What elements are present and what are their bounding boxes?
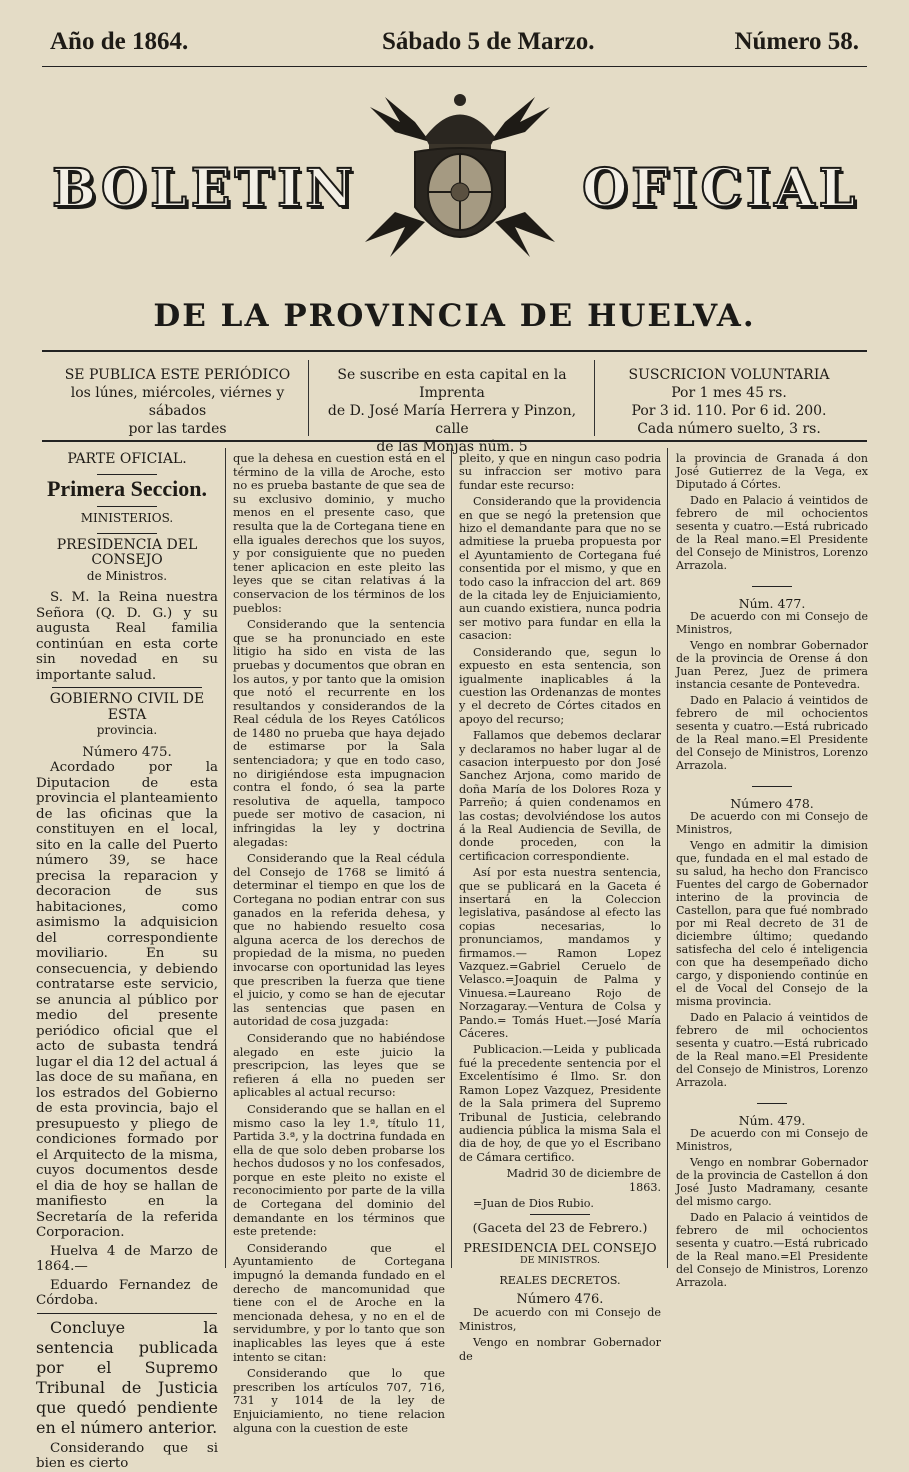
- info-rule: [42, 440, 867, 442]
- decreto-text: Vengo en nombrar Gobernador de: [459, 1336, 661, 1363]
- sentencia-paragraph: Considerando que se hallan en el mismo caso la ley 1.ª, título 11, Partida 3.ª, y la doctrina fundada en ella de que solo deben probarse los hechos dudosos y no los confesados, porque en este pleito no existe el reconocimiento por parte de la villa de Cortegana del dominio del demandante en los términos que este pretende:: [233, 1101, 445, 1239]
- divider: [530, 1214, 590, 1215]
- decreto-text: De acuerdo con mi Consejo de Ministros,: [676, 1127, 868, 1153]
- column-4: [676, 452, 868, 1289]
- presidencia-heading: PRESIDENCIA DEL CONSEJO: [56, 536, 198, 568]
- sentencia-date: Madrid 30 de diciembre de 1863.: [506, 1167, 661, 1194]
- gaceta-note: (Gaceta del 23 de Febrero.): [472, 1220, 648, 1236]
- sentencia-paragraph: Así por esta nuestra sentencia, que se publicará en la Gaceta é insertará en la Coleccion legislativa, pasándose al efecto las copias necesarias, lo pronunciamos, mandamos y firmamos.— Ramon Lopez Vazquez.=Gabriel Ceruelo de Velasco.=Joaquin de Palma y Vinuesa.=Laureano Rojo de Norzagaray.—Ventura de Colsa y Pando.= Tomás Huet.—José María Cáceres.: [459, 866, 661, 1041]
- numero-479: Núm. 479.: [738, 1113, 806, 1128]
- decreto-text: De acuerdo con mi Consejo de Ministros,: [676, 610, 868, 636]
- parte-oficial-heading: PARTE OFICIAL.: [67, 451, 187, 467]
- column-divider: [667, 448, 668, 1268]
- decreto-text: Vengo en admitir la dimision que, fundada en el mal estado de su salud, ha hecho don Francisco Fuentes del cargo de Gobernador interino de la provincia de Castellon, para que fué nombrado por mi Real decreto de 31 de diciembre último; quedando satisfecha del celo é inteligencia con que ha desempeñado dicho cargo, y disponiendo continúe en el de Vocal del Consejo de la misma provincia.: [676, 839, 868, 1008]
- column-divider: [225, 448, 226, 1268]
- decreto-text: la provincia de Granada á don José Gutierrez de la Vega, ex Diputado á Córtes.: [676, 452, 868, 491]
- decreto-text: Dado en Palacio á veintidos de febrero de mil ochocientos sesenta y cuatro.—Está rubricado de la Real mano.=El Presidente del Consejo de Ministros, Lorenzo Arrazola.: [676, 1211, 868, 1289]
- gobierno-subheading: provincia.: [96, 723, 158, 737]
- divider: [752, 586, 792, 587]
- info-subscription-line: Se suscribe en esta capital en la Imprenta: [337, 367, 567, 401]
- decreto-text: De acuerdo con mi Consejo de Ministros,: [676, 810, 868, 836]
- sentencia-paragraph: Considerando que la sentencia que se ha pronunciado en este litigio ha sido en vista de las pruebas y documentos que obran en los autos, y por tanto que la omision que notó el recurrente en los resultandos y considerandos de la Real cédula de los Reyes Católicos de 1480 no prueba que haya dejado de estimarse por la Sala sentenciadora; y que en todo caso, no dirigiéndose esta impugnacion contra el fondo, ó sea la parte resolutiva de aquella, tampoco puede ser motivo de casacion, ni infringidas la ley y doctrina alegadas:: [233, 617, 445, 849]
- year-label: Año de 1864.: [50, 28, 189, 55]
- sentencia-paragraph: Considerando que la providencia en que se negó la pretension que hizo el demandante para que no se admitiese la prueba propuesta por el Ayuntamiento de Cortegana fué consentida por el mismo, y que en todo caso la infraccion del art. 869 de la citada ley de Enjuiciamiento, aun cuando existiera, nunca podria ser motivo para fundar en ella la casacion:: [459, 495, 661, 643]
- info-prices-line: SUSCRICION VOLUNTARIA: [628, 367, 830, 383]
- signature-date: Huelva 4 de Marzo de 1864.—: [36, 1243, 218, 1274]
- sentencia-paragraph: que la dehesa en cuestion está en el término de la villa de Aroche, esto no es prueba bastante de que sea de su exclusivo dominio, y mucho menos en el presente caso, que resulta que la de Cortegana tiene en ella iguales derechos que los suyos, y por consiguiente que no pueden tener aplicacion en este pleito las leyes que se citan relativas á la conservacion de los términos de los pueblos:: [233, 451, 445, 615]
- acuerdo-paragraph: Acordado por la Diputacion de esta provincia el planteamiento de las oficinas que la constituyen en el local, sito en la calle del Puerto número 39, se hace precisa la reparacion y decoracion de sus habitaciones, como asimismo la adquisicion del correspondiente moviliario. En su consecuencia, y debiendo contratarse este servicio, se anuncia al público por medio del presente periódico oficial que el acto de subasta tendrá lugar el dia 12 del actual á las doce de su mañana, en los estrados del Gobierno de esta provincia, bajo el presupuesto y pliego de condiciones formado por el Arquitecto de la misma, cuyos documentos desde el dia de hoy se hallan de manifiesto en la Secretaría de la referida Corporacion.: [36, 760, 219, 1240]
- column-3: [459, 452, 661, 1363]
- decreto-text: Vengo en nombrar Gobernador de la provincia de Orense á don Juan Perez, Juez de primera instancia cesante de Pontevedra.: [676, 639, 868, 691]
- divider: [97, 533, 157, 534]
- ministerios-heading: MINISTERIOS.: [80, 511, 174, 525]
- sentencia-signature: =Juan de Dios Rubio.: [473, 1196, 594, 1210]
- info-publication-line: por las tardes: [128, 421, 227, 437]
- presidencia-subheading: de Ministros.: [86, 568, 168, 583]
- signature-name: Eduardo Fernandez de Córdoba.: [36, 1277, 218, 1308]
- sentencia-paragraph: Considerando que el Ayuntamiento de Cortegana impugnó la demanda fundado en el derecho de mancomunidad que tiene con el de Aroche en la mencionada dehesa, y no en el de servidumbre, y por lo tanto que son inaplicables las leyes que á este intento se citan:: [233, 1240, 445, 1364]
- top-rule: [42, 66, 867, 67]
- subtitle-rule: [42, 350, 867, 352]
- primera-seccion-heading: Primera Seccion.: [46, 475, 208, 501]
- divider: [752, 786, 792, 787]
- column-divider: [451, 448, 452, 1268]
- numero-478: Número 478.: [730, 796, 814, 811]
- info-publication-line: SE PUBLICA ESTE PERIÓDICO: [64, 367, 291, 383]
- numero-477: Núm. 477.: [738, 596, 806, 611]
- sentencia-paragraph: Considerando que lo que prescriben los artículos 707, 716, 731 y 1014 de la ley de Enjuiciamiento, no tiene relacion alguna con la cuestion de este: [233, 1366, 445, 1435]
- divider: [37, 1313, 217, 1314]
- reales-decretos-heading: REALES DECRETOS.: [499, 1273, 621, 1287]
- sentencia-paragraph: Considerando que no habiéndose alegado en este juicio la prescripcion, las leyes que se refieren á ella no pueden ser aplicables al actual recurso:: [233, 1030, 445, 1100]
- decreto-text: Dado en Palacio á veintidos de febrero de mil ochocientos sesenta y cuatro.—Está rubricado de la Real mano.=El Presidente del Consejo de Ministros, Lorenzo Arrazola.: [676, 494, 868, 572]
- presidencia-heading-2: PRESIDENCIA DEL CONSEJO: [463, 1239, 657, 1255]
- divider: [52, 687, 202, 688]
- info-prices-line: Por 3 id. 110. Por 6 id. 200.: [631, 403, 827, 419]
- sentencia-paragraph: Fallamos que debemos declarar y declaramos no haber lugar al de casacion interpuesto por don José Sanchez Arjona, como marido de doña María de los Dolores Roza y Parreño; á quien condenamos en las costas; devolviéndose los autos á la Real Audiencia de Sevilla, de donde proceden, con la certificacion correspondiente.: [459, 729, 661, 863]
- info-prices: [598, 366, 860, 438]
- decreto-text: Dado en Palacio á veintidos de febrero de mil ochocientos sesenta y cuatro.—Está rubricado de la Real mano.=El Presidente del Consejo de Ministros, Lorenzo Arrazola.: [676, 694, 868, 772]
- sentencia-paragraph: pleito, y que en ningun caso podria su infraccion ser motivo para fundar este recurso:: [459, 452, 661, 492]
- divider: [757, 1103, 787, 1104]
- info-prices-line: Por 1 mes 45 rs.: [671, 385, 787, 401]
- subtitle-provincia: DE LA PROVINCIA DE HUELVA.: [153, 298, 756, 334]
- concluye-notice: Concluye la sentencia publicada por el Supremo Tribunal de Justicia que quedó pendiente en el número anterior.: [36, 1317, 218, 1437]
- info-publication: [50, 366, 305, 438]
- issue-number: Número 58.: [734, 28, 859, 55]
- numero-476: Número 476.: [516, 1291, 604, 1307]
- presidencia-subheading-2: DE MINISTROS.: [519, 1255, 601, 1267]
- info-subscription-line: de D. José María Herrera y Pinzon, calle: [327, 403, 577, 437]
- decreto-text: Dado en Palacio á veintidos de febrero de mil ochocientos sesenta y cuatro.—Está rubricado de la Real mano.=El Presidente del Consejo de Ministros, Lorenzo Arrazola.: [676, 1011, 868, 1089]
- info-divider: [308, 360, 309, 436]
- date-label: Sábado 5 de Marzo.: [382, 28, 595, 55]
- info-subscription: [312, 366, 592, 456]
- info-divider: [594, 360, 595, 436]
- sentencia-paragraph: Publicacion.—Leida y publicada fué la precedente sentencia por el Excelentísimo é Ilmo. Sr. don Ramon Lopez Vazquez, Presidente de la Sala primera del Supremo Tribunal de Justicia, celebrando audiencia pública la misma Sala el dia de hoy, de que yo el Escribano de Cámara certifico.: [459, 1043, 661, 1164]
- salud-paragraph: S. M. la Reina nuestra Señora (Q. D. G.) y su augusta Real familia continúan en esta corte sin novedad en su importante salud.: [36, 590, 218, 683]
- masthead-topline: [50, 28, 859, 64]
- title-boletin: BOLETIN: [52, 158, 357, 219]
- column-2: [233, 451, 445, 1435]
- info-prices-line: Cada número suelto, 3 rs.: [637, 421, 821, 437]
- gobierno-heading: GOBIERNO CIVIL DE ESTA: [49, 691, 205, 723]
- numero-475: Número 475.: [82, 744, 172, 760]
- info-publication-line: los lúnes, miércoles, viérnes y sábados: [70, 385, 285, 419]
- divider: [97, 474, 157, 475]
- coat-of-arms-icon: [365, 92, 555, 262]
- decreto-text: De acuerdo con mi Consejo de Ministros,: [459, 1306, 661, 1333]
- title-oficial: OFICIAL: [582, 158, 860, 219]
- divider: [97, 506, 157, 507]
- info-subscription-line: de las Monjas núm. 5: [376, 439, 528, 455]
- considerando-start: Considerando que si bien es cierto: [36, 1440, 218, 1471]
- decreto-text: Vengo en nombrar Gobernador de la provincia de Castellon á don José Justo Madramany, cesante del mismo cargo.: [676, 1156, 868, 1208]
- sentencia-paragraph: Considerando que la Real cédula del Consejo de 1768 se limitó á determinar el tiempo en que los de Cortegana no podian entrar con sus ganados en la referida dehesa, y que no habiendo resuelto cosa alguna acerca de los derechos de propiedad de la misma, no pueden invocarse con oportunidad las leyes que prescriben la fuerza que tiene el juicio, y como se han de ejecutar las sentencias que pasen en autoridad de cosa juzgada:: [233, 851, 445, 1029]
- column-1: [36, 451, 219, 1471]
- sentencia-paragraph: Considerando que, segun lo expuesto en esta sentencia, son igualmente inaplicables á la cuestion las Ordenanzas de montes y el decreto de Córtes citados en apoyo del recurso;: [459, 645, 661, 726]
